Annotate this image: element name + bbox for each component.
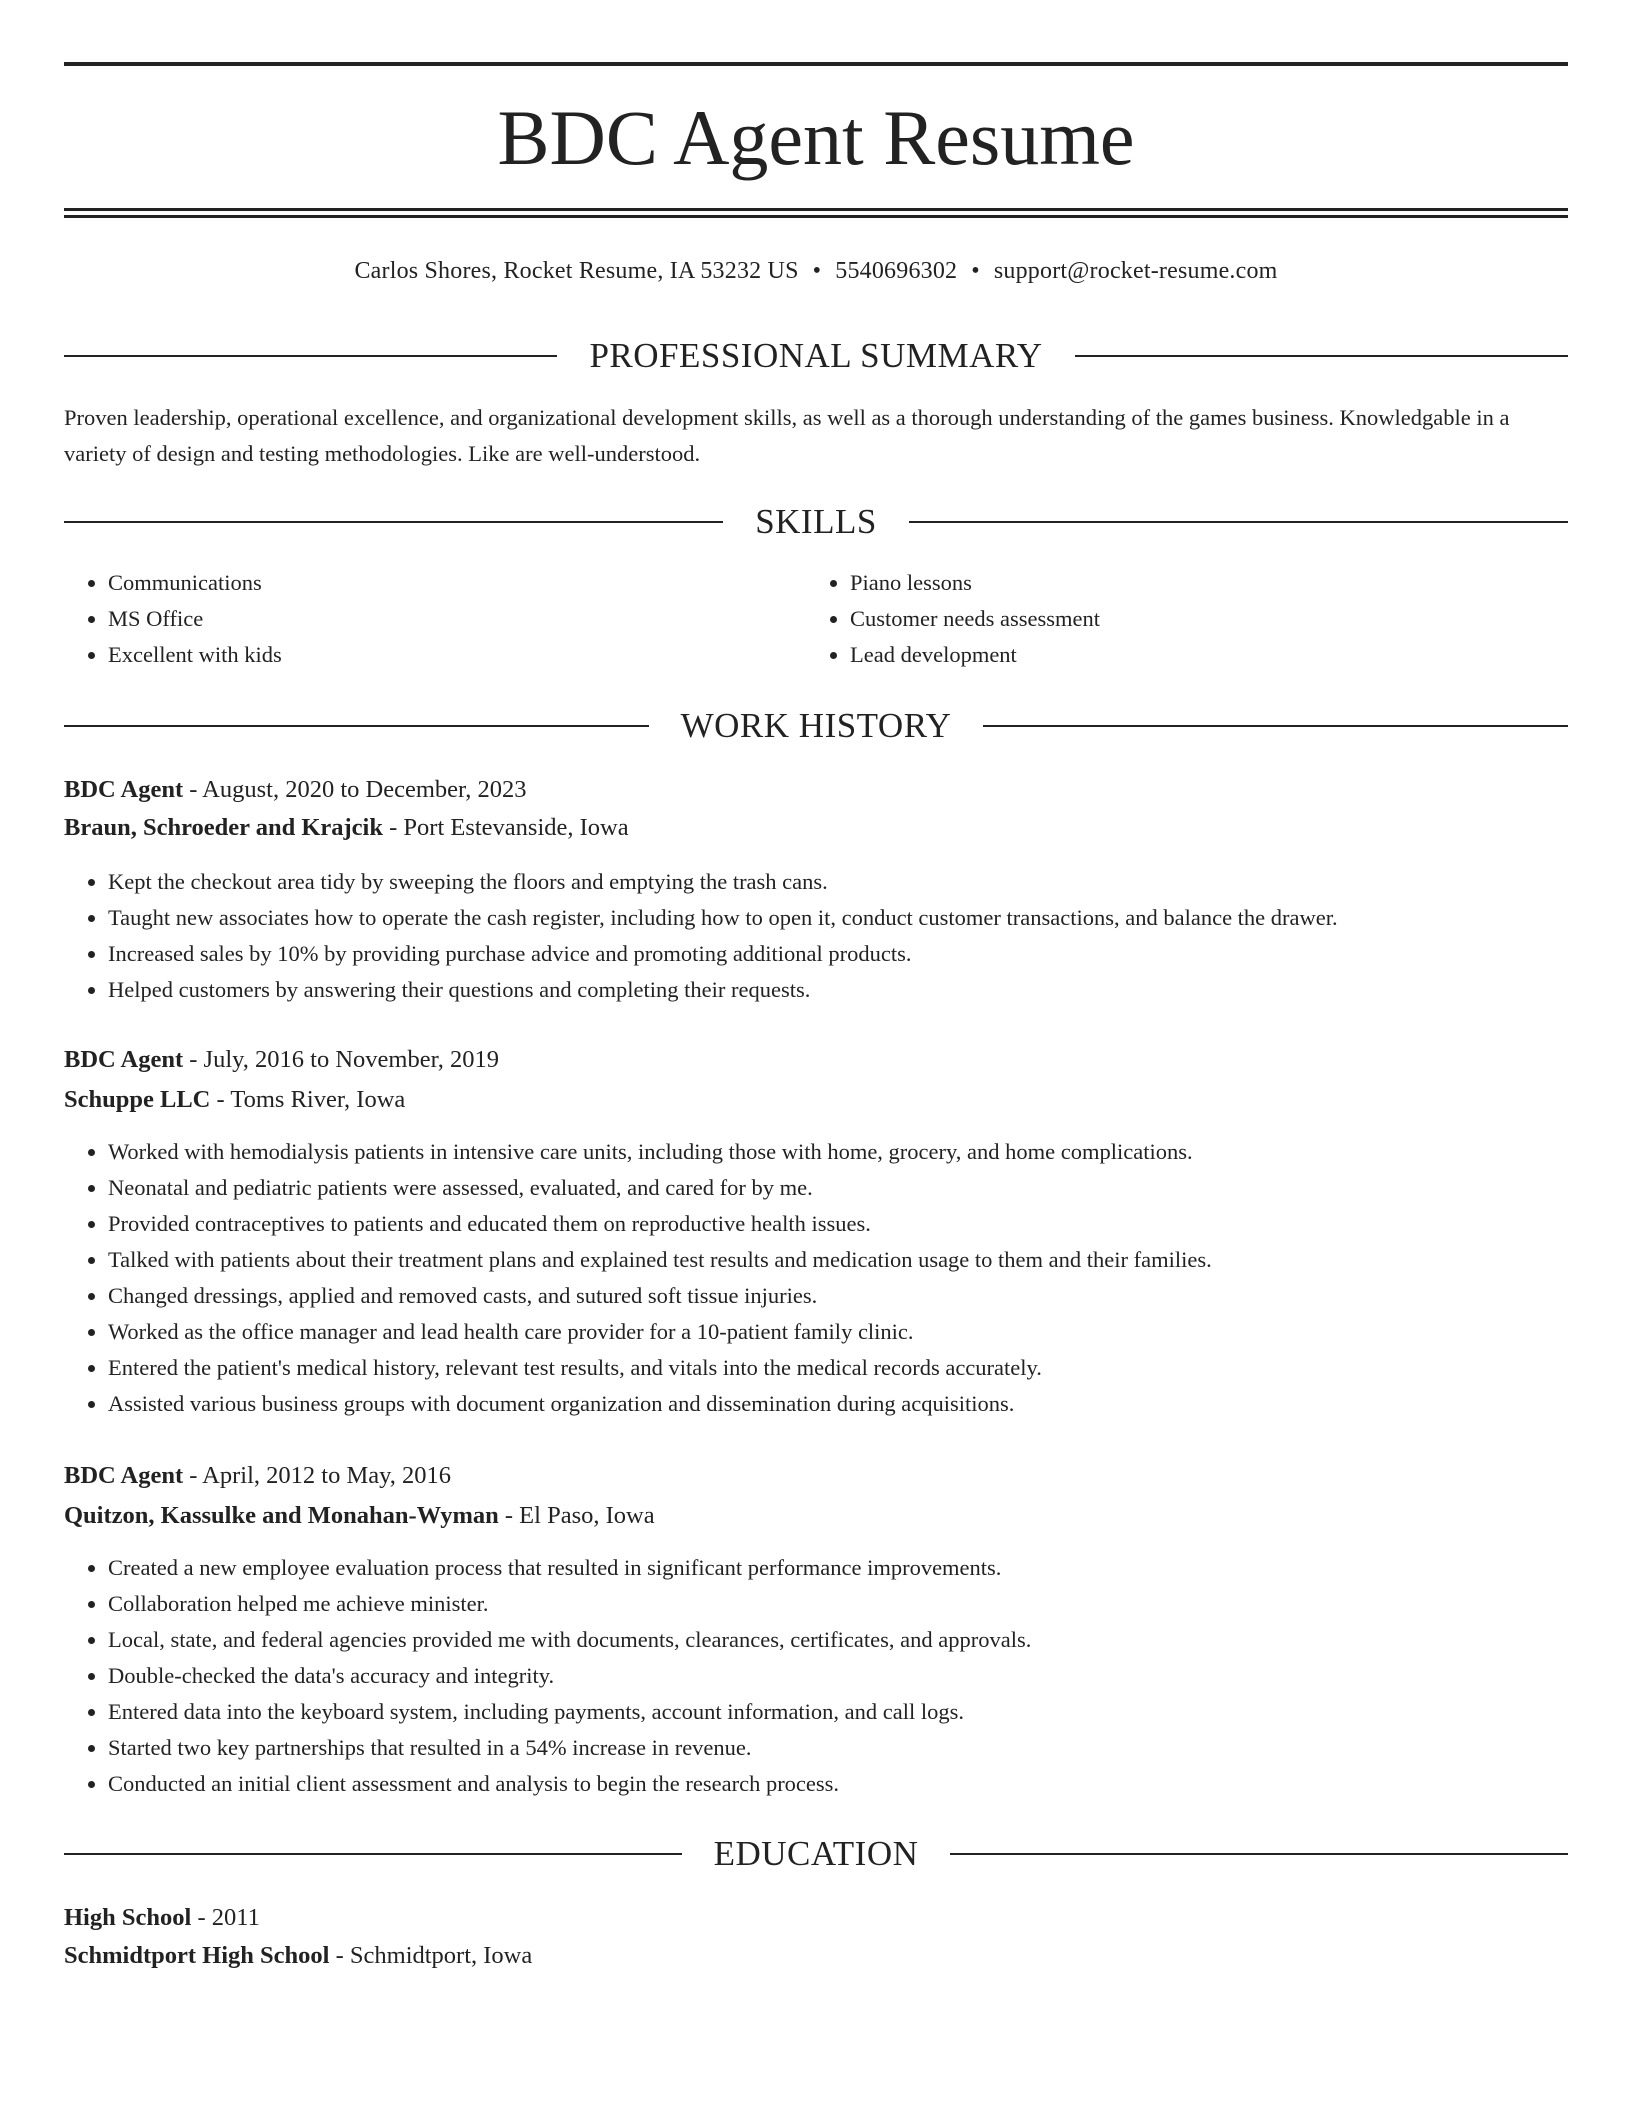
section-heading-summary bbox=[64, 334, 1568, 378]
skills-list-left bbox=[64, 565, 828, 673]
job-bullet: • Helped customers by answering their questions and completing their requests. bbox=[108, 972, 1612, 1008]
section-heading-work bbox=[64, 704, 1568, 748]
contact-separator: • bbox=[971, 258, 980, 284]
summary-text: Proven leadership, operational excellence, and organizational development skills, as well as a thorough understanding of the games business. Knowledgable in a variety of design and testing methodologies. Like are well-understood. bbox=[64, 405, 1510, 466]
section-title: PROFESSIONAL SUMMARY bbox=[589, 336, 1043, 375]
skills-list-right bbox=[806, 565, 1570, 673]
skill-item: • Excellent with kids bbox=[108, 637, 828, 673]
job-company-line: Braun, Schroeder and Krajcik - Port Estevanside, Iowa bbox=[64, 814, 629, 841]
job-bullet: • Provided contraceptives to patients and educated them on reproductive health issues. bbox=[108, 1206, 1612, 1242]
job-bullet: • Conducted an initial client assessment and analysis to begin the research process. bbox=[108, 1766, 1612, 1802]
job-bullet: • Worked with hemodialysis patients in intensive care units, including those with home, grocery, and home complications. bbox=[108, 1134, 1612, 1170]
heading-rule bbox=[1075, 355, 1568, 357]
job-dates: April, 2012 to May, 2016 bbox=[202, 1462, 452, 1489]
heading-rule bbox=[909, 521, 1568, 523]
contact-separator: • bbox=[812, 258, 822, 284]
resume-title: BDC Agent Resume bbox=[497, 94, 1135, 181]
job-bullet: • Assisted various business groups with document organization and dissemination during acquisitions. bbox=[108, 1386, 1612, 1422]
job-company: Quitzon, Kassulke and Monahan-Wyman bbox=[64, 1502, 499, 1529]
section-heading-skills bbox=[64, 500, 1568, 544]
heading-rule bbox=[983, 725, 1568, 727]
job-dates: July, 2016 to November, 2019 bbox=[203, 1046, 500, 1073]
education-school: Schmidtport High School bbox=[64, 1942, 330, 1969]
job-title: BDC Agent bbox=[64, 1462, 184, 1489]
job-company-line: Quitzon, Kassulke and Monahan-Wyman - El Paso, Iowa bbox=[64, 1502, 655, 1529]
job-title: BDC Agent bbox=[64, 776, 184, 803]
education-location: Schmidtport, Iowa bbox=[349, 1942, 533, 1969]
job-bullets bbox=[64, 1134, 1612, 1422]
job-bullet: • Talked with patients about their treatment plans and explained test results and medication usage to them and their families. bbox=[108, 1242, 1612, 1278]
section-title: WORK HISTORY bbox=[680, 706, 952, 745]
contact-email: support@rocket-resume.com bbox=[993, 258, 1278, 284]
job-bullet: • Kept the checkout area tidy by sweeping the floors and emptying the trash cans. bbox=[108, 864, 1612, 900]
job-title-line: BDC Agent - April, 2012 to May, 2016 bbox=[64, 1462, 452, 1489]
job-bullet: • Increased sales by 10% by providing purchase advice and promoting additional products. bbox=[108, 936, 1612, 972]
education-school-line: Schmidtport High School - Schmidtport, Iowa bbox=[64, 1942, 533, 1969]
section-title: SKILLS bbox=[755, 502, 877, 541]
heading-rule bbox=[64, 355, 557, 357]
job-title: BDC Agent bbox=[64, 1046, 184, 1073]
skill-item: • Customer needs assessment bbox=[850, 601, 1570, 637]
job-company: Braun, Schroeder and Krajcik bbox=[64, 814, 383, 841]
heading-rule bbox=[950, 1853, 1568, 1855]
job-bullet: • Started two key partnerships that resulted in a 54% increase in revenue. bbox=[108, 1730, 1612, 1766]
job-bullets bbox=[64, 864, 1612, 1008]
top-rule bbox=[64, 62, 1568, 66]
job-bullet: • Collaboration helped me achieve minister. bbox=[108, 1586, 1612, 1622]
contact-line bbox=[64, 255, 1568, 287]
job-bullet: • Created a new employee evaluation process that resulted in significant performance improvements. bbox=[108, 1550, 1612, 1586]
job-location: El Paso, Iowa bbox=[519, 1502, 655, 1529]
job-bullet: • Local, state, and federal agencies provided me with documents, clearances, certificates, and approvals. bbox=[108, 1622, 1612, 1658]
section-title: EDUCATION bbox=[713, 1834, 919, 1873]
job-bullet: • Neonatal and pediatric patients were assessed, evaluated, and cared for by me. bbox=[108, 1170, 1612, 1206]
education-degree-line: High School - 2011 bbox=[64, 1904, 260, 1931]
heading-rule bbox=[64, 1853, 682, 1855]
skill-item: • Piano lessons bbox=[850, 565, 1570, 601]
job-bullet: • Entered the patient's medical history, relevant test results, and vitals into the medical records accurately. bbox=[108, 1350, 1612, 1386]
job-title-line: BDC Agent - August, 2020 to December, 2023 bbox=[64, 776, 527, 803]
job-dates: August, 2020 to December, 2023 bbox=[202, 776, 527, 803]
job-company-line: Schuppe LLC - Toms River, Iowa bbox=[64, 1086, 406, 1113]
contact-phone: 5540696302 bbox=[835, 258, 958, 284]
title-rule-lower bbox=[64, 215, 1568, 218]
contact-address: Carlos Shores, Rocket Resume, IA 53232 US bbox=[354, 258, 799, 284]
job-location: Port Estevanside, Iowa bbox=[403, 814, 629, 841]
job-location: Toms River, Iowa bbox=[230, 1086, 406, 1113]
job-title-line: BDC Agent - July, 2016 to November, 2019 bbox=[64, 1046, 500, 1073]
skill-item: • Communications bbox=[108, 565, 828, 601]
job-bullet: • Worked as the office manager and lead health care provider for a 10-patient family clinic. bbox=[108, 1314, 1612, 1350]
job-bullet: • Taught new associates how to operate the cash register, including how to open it, conduct customer transactions, and balance the drawer. bbox=[108, 900, 1612, 936]
skill-item: • Lead development bbox=[850, 637, 1570, 673]
job-bullet: • Entered data into the keyboard system, including payments, account information, and call logs. bbox=[108, 1694, 1612, 1730]
job-bullet: • Changed dressings, applied and removed casts, and sutured soft tissue injuries. bbox=[108, 1278, 1612, 1314]
education-year: 2011 bbox=[211, 1904, 260, 1931]
heading-rule bbox=[64, 521, 723, 523]
heading-rule bbox=[64, 725, 649, 727]
job-company: Schuppe LLC bbox=[64, 1086, 211, 1113]
title-rule-upper bbox=[64, 208, 1568, 211]
job-bullets bbox=[64, 1550, 1612, 1802]
education-degree: High School bbox=[64, 1904, 192, 1931]
job-bullet: • Double-checked the data's accuracy and integrity. bbox=[108, 1658, 1612, 1694]
section-heading-education bbox=[64, 1832, 1568, 1876]
skill-item: • MS Office bbox=[108, 601, 828, 637]
